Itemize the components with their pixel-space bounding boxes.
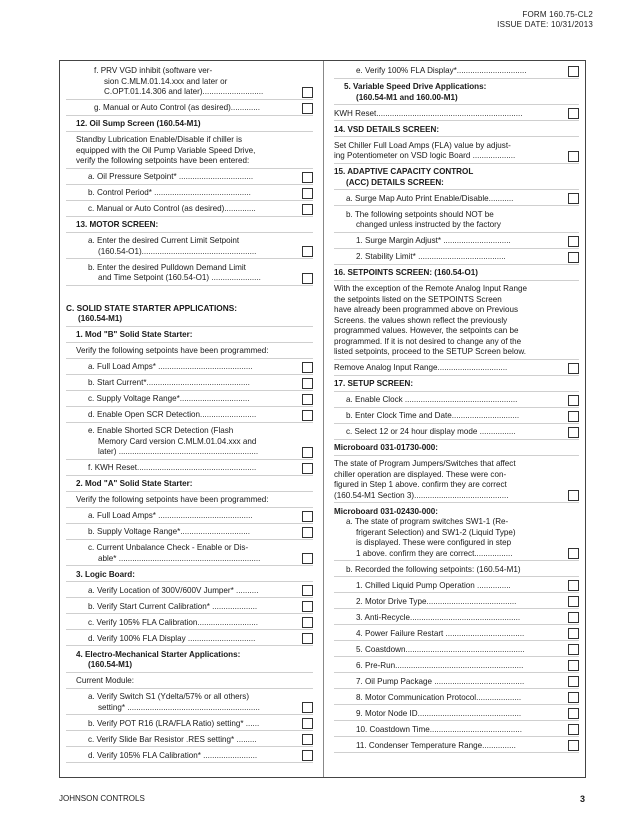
item-label: 1. Chilled Liquid Pump Operation ............... [356, 580, 511, 590]
item-label: c. Supply Voltage Range*............................... [88, 394, 250, 403]
checkbox[interactable] [568, 708, 579, 719]
checklist-text [334, 528, 579, 539]
checklist-text [66, 437, 313, 448]
item-label: b. The following setpoints should NOT be [346, 209, 494, 219]
checkbox[interactable] [568, 236, 579, 247]
item-label: changed unless instructed by the factory [356, 220, 501, 229]
checklist-text [334, 167, 579, 178]
item-label: a. Oil Pressure Setpoint* ................................. [88, 172, 254, 181]
checklist-text [334, 125, 579, 138]
item-label: d. Enable Open SCR Detection......................... [88, 410, 257, 419]
checklist-item [334, 411, 579, 424]
checklist-text [66, 146, 313, 157]
item-label: Microboard 031-02430-000: [334, 506, 438, 516]
checklist-item [334, 597, 579, 610]
left-column [66, 66, 313, 767]
checkbox[interactable] [302, 718, 313, 729]
item-label: a. The state of program switches SW1-1 (Re- [346, 517, 509, 526]
item-label: 11. Condenser Temperature Range............... [356, 740, 516, 750]
item-label: a. Verify Location of 300V/600V Jumper* .......... [88, 585, 259, 595]
checklist-item [334, 109, 579, 122]
item-label: Microboard 031-01730-000: [334, 443, 438, 452]
checklist-text [334, 220, 579, 233]
checklist-text [334, 178, 579, 191]
checklist-text [334, 379, 579, 392]
checklist-item [334, 693, 579, 706]
checklist-text [66, 314, 313, 327]
checklist-item [66, 703, 313, 716]
item-label: listed setpoints, proceed to the SETUP Screen below. [334, 347, 526, 356]
checkbox[interactable] [302, 410, 313, 421]
item-label: b. Verify POT R16 (LRA/FLA Ratio) setting* ...... [88, 718, 260, 728]
checklist-item [66, 751, 313, 764]
item-label: frigerant Selection) and SW1-2 (Liquid Type) [356, 527, 516, 537]
checklist-text [66, 495, 313, 508]
checkbox[interactable] [568, 612, 579, 623]
checklist-item [66, 634, 313, 647]
checklist-text [66, 676, 313, 689]
checklist-item [334, 236, 579, 249]
checklist-item [66, 447, 313, 460]
checkbox[interactable] [568, 427, 579, 438]
checklist-item [334, 629, 579, 642]
checklist-text [334, 538, 579, 549]
checkbox[interactable] [302, 362, 313, 373]
checkbox[interactable] [302, 585, 313, 596]
item-label: 17. SETUP SCREEN: [334, 379, 414, 388]
checklist-text [334, 507, 579, 518]
checkbox[interactable] [568, 644, 579, 655]
item-label: c. Current Unbalance Check - Enable or Dis- [88, 543, 249, 552]
checklist-text [66, 650, 313, 661]
checklist-item [334, 661, 579, 674]
item-label: a. Verify Switch S1 (Ydelta/57% or all others) [88, 692, 250, 701]
item-label: 2. Motor Drive Type........................................ [356, 596, 517, 606]
item-label: (160.54-O1)................................................... [98, 246, 257, 256]
checklist-item [334, 151, 579, 164]
checkbox[interactable] [302, 447, 313, 458]
item-label: 1 above. confirm they are correct................. [356, 548, 513, 558]
item-label: 8. Motor Communication Protocol.................... [356, 692, 522, 702]
checklist-text [66, 543, 313, 554]
checklist-text [334, 305, 579, 316]
checklist-item [66, 273, 313, 286]
spacer [66, 289, 313, 303]
checkbox[interactable] [568, 363, 579, 374]
checklist-item [66, 172, 313, 185]
checklist-item [334, 395, 579, 408]
item-label: Verify the following setpoints have been programmed: [76, 346, 269, 355]
checklist-item [334, 252, 579, 265]
item-label: c. Verify 105% FLA Calibration........................... [88, 617, 259, 627]
checklist-text [66, 660, 313, 673]
item-label: (160.54-M1) [88, 660, 133, 669]
item-label: b. Start Current*.............................................. [88, 378, 250, 387]
item-label: (160.54-M1 and 160.00-M1) [356, 92, 458, 102]
item-label: later) .............................................................. [98, 447, 259, 456]
checkbox[interactable] [568, 193, 579, 204]
checklist-item [66, 586, 313, 599]
item-label: b. Enter the desired Pulldown Demand Limit [88, 262, 246, 272]
item-label: sion C.MLM.01.14.xxx and later or [104, 76, 228, 86]
checklist-item [334, 363, 579, 376]
checklist-text [334, 295, 579, 306]
checklist-item [334, 491, 579, 504]
checkbox[interactable] [568, 548, 579, 559]
checkbox[interactable] [568, 660, 579, 671]
checklist-text [66, 692, 313, 703]
checklist-text [66, 426, 313, 437]
checklist-item [334, 677, 579, 690]
checklist-item [66, 87, 313, 100]
item-label: (ACC) DETAILS SCREEN: [346, 177, 444, 187]
item-label: 2. Stability Limit* ....................................... [356, 252, 506, 261]
item-label: 1. Mod "B" Solid State Starter: [76, 330, 193, 339]
checklist-text [334, 443, 579, 456]
item-label: programmed values. However, the setpoints can be [334, 326, 519, 335]
form-number: FORM 160.75-CL2 [522, 10, 593, 19]
item-label: 1. Surge Margin Adjust* .............................. [356, 236, 511, 245]
item-label: f. KWH Reset..................................................... [88, 463, 257, 472]
item-label: ing Potentiometer on VSD logic Board ................... [334, 151, 516, 160]
item-label: 5. Coastdown..................................................... [356, 644, 525, 654]
checklist-item [66, 378, 313, 391]
checklist-text [66, 236, 313, 247]
checklist-text [66, 346, 313, 359]
page-header [497, 10, 593, 30]
item-label: 15. ADAPTIVE CAPACITY CONTROL [334, 167, 474, 176]
checklist-frame [59, 60, 586, 778]
checkbox[interactable] [568, 395, 579, 406]
item-label: b. Control Period* ........................................... [88, 188, 251, 197]
issue-date: ISSUE DATE: 10/31/2013 [497, 20, 593, 29]
item-label: Current Module: [76, 676, 135, 685]
checkbox[interactable] [302, 394, 313, 405]
item-label: Set Chiller Full Load Amps (FLA) value by adjust- [334, 140, 511, 150]
checklist-text [334, 347, 579, 360]
checklist-item [66, 618, 313, 631]
item-label: able* ............................................................... [98, 553, 261, 563]
item-label: 4. Electro-Mechanical Starter Applications: [76, 649, 241, 659]
checklist-text [334, 284, 579, 295]
checklist-item [66, 247, 313, 260]
item-label: 16. SETPOINTS SCREEN: (160.54-O1) [334, 268, 478, 277]
checklist-text [66, 119, 313, 132]
checklist-text [66, 479, 313, 492]
item-label: Standby Lubrication Enable/Disable if chiller is [76, 135, 243, 144]
item-label: (160.54-M1) [78, 314, 123, 323]
checklist-text [334, 210, 579, 221]
checklist-item [66, 103, 313, 116]
item-label: 6. Pre-Run......................................................... [356, 660, 524, 670]
checklist-item [66, 463, 313, 476]
checklist-text [334, 268, 579, 281]
checklist-text [334, 141, 579, 152]
item-label: setting* ........................................................... [98, 702, 260, 712]
checklist-item [334, 741, 579, 754]
item-label: a. Full Load Amps* .......................................... [88, 362, 253, 371]
item-label: figured in Step 1 above. confirm they are correct [334, 480, 507, 489]
checklist-item [66, 527, 313, 540]
checklist-text [334, 82, 579, 93]
item-label: and Time Setpoint (160.54-O1) ...................... [98, 273, 261, 282]
checkbox[interactable] [302, 463, 313, 474]
checkbox[interactable] [568, 151, 579, 162]
checkbox[interactable] [302, 601, 313, 612]
item-label: b. Recorded the following setpoints: (160.54-M1) [346, 564, 521, 574]
checklist-text [66, 135, 313, 146]
checkbox[interactable] [568, 252, 579, 263]
checkbox[interactable] [302, 511, 313, 522]
item-label: programmed. If it is not desired to change any of the [334, 336, 522, 346]
checklist-text [334, 517, 579, 528]
checkbox[interactable] [568, 692, 579, 703]
footer-company: JOHNSON CONTROLS [59, 794, 145, 803]
checklist-item [334, 581, 579, 594]
item-label: f. PRV VGD inhibit (software ver- [94, 66, 213, 75]
item-label: C.OPT.01.14.306 and later)........................... [104, 87, 264, 96]
item-label: e. Verify 100% FLA Display*............................... [356, 66, 527, 75]
checklist-text [334, 565, 579, 578]
item-label: b. Supply Voltage Range*............................... [88, 527, 250, 536]
item-label: With the exception of the Remote Analog Input Range [334, 284, 528, 293]
checkbox[interactable] [302, 246, 313, 257]
item-label: c. Manual or Auto Control (as desired).............. [88, 204, 256, 213]
checklist-item [334, 725, 579, 738]
item-label: d. Verify 100% FLA Display .............................. [88, 633, 256, 643]
checklist-item [334, 194, 579, 207]
checklist-item [66, 602, 313, 615]
item-label: 3. Logic Board: [76, 569, 135, 579]
checklist-item [66, 554, 313, 567]
item-label: have already been programmed above on Previous [334, 305, 519, 314]
item-label: a. Full Load Amps* .......................................... [88, 511, 253, 520]
item-label: Memory Card version C.MLM.01.04.xxx and [98, 436, 257, 446]
checkbox[interactable] [568, 580, 579, 591]
item-label: 5. Variable Speed Drive Applications: [344, 82, 487, 91]
checklist-item [66, 188, 313, 201]
item-label: 10. Coastdown Time......................................... [356, 724, 522, 734]
item-label: a. Surge Map Auto Print Enable/Disable........... [346, 193, 514, 203]
item-label: c. Select 12 or 24 hour display mode ................ [346, 427, 516, 436]
checkbox[interactable] [568, 628, 579, 639]
item-label: (160.54-M1 Section 3).......................................... [334, 490, 509, 500]
right-column [334, 66, 579, 757]
item-label: 4. Power Failure Restart ................................... [356, 628, 525, 638]
item-label: Screens. the values shown reflect the previously [334, 315, 508, 325]
checklist-text [334, 480, 579, 491]
checklist-item [66, 362, 313, 375]
item-label: b. Enter Clock Time and Date.............................. [346, 411, 520, 420]
checklist-item [66, 394, 313, 407]
checklist-item [334, 645, 579, 658]
checkbox[interactable] [302, 617, 313, 628]
item-label: 3. Anti-Recycle................................................. [356, 612, 521, 622]
checkbox[interactable] [568, 108, 579, 119]
checklist-item [334, 427, 579, 440]
item-label: g. Manual or Auto Control (as desired)............. [94, 103, 260, 112]
checkbox[interactable] [302, 702, 313, 713]
item-label: KWH Reset................................................................. [334, 108, 523, 118]
item-label: 7. Oil Pump Package ........................................ [356, 676, 525, 686]
page-number: 3 [579, 794, 585, 804]
checkbox[interactable] [302, 378, 313, 389]
item-label: Verify the following setpoints have been programmed: [76, 495, 269, 504]
checklist-item [66, 511, 313, 524]
checklist-item [334, 549, 579, 562]
checkbox[interactable] [302, 103, 313, 114]
checkbox[interactable] [568, 411, 579, 422]
checkbox[interactable] [302, 204, 313, 215]
item-label: a. Enable Clock .................................................. [346, 395, 518, 404]
checklist-item [66, 204, 313, 217]
checklist-item [66, 719, 313, 732]
checklist-text [66, 156, 313, 169]
checklist-text [334, 316, 579, 327]
item-label: 13. MOTOR SCREEN: [76, 220, 159, 229]
checkbox[interactable] [568, 490, 579, 501]
checkbox[interactable] [302, 750, 313, 761]
item-label: e. Enable Shorted SCR Detection (Flash [88, 426, 234, 435]
item-label: is displayed. These were configured in step [356, 538, 512, 547]
checklist-text [66, 303, 313, 314]
checkbox[interactable] [302, 633, 313, 644]
checklist-item [334, 66, 579, 79]
checklist-text [334, 326, 579, 337]
checkbox[interactable] [302, 527, 313, 538]
checklist-text [334, 470, 579, 481]
checklist-text [334, 459, 579, 470]
checkbox[interactable] [302, 553, 313, 564]
checkbox[interactable] [302, 273, 313, 284]
item-label: The state of Program Jumpers/Switches that affect [334, 459, 516, 468]
item-label: 9. Motor Node ID.............................................. [356, 708, 522, 718]
checkbox[interactable] [302, 734, 313, 745]
item-label: Remove Analog Input Range............................... [334, 363, 508, 372]
item-label: 14. VSD DETAILS SCREEN: [334, 124, 440, 134]
checklist-item [334, 613, 579, 626]
checklist-item [66, 410, 313, 423]
checklist-item [66, 735, 313, 748]
checklist-text [66, 263, 313, 274]
item-label: C. SOLID STATE STARTER APPLICATIONS: [66, 303, 238, 313]
checkbox[interactable] [568, 740, 579, 751]
item-label: a. Enter the desired Current Limit Setpoint [88, 236, 240, 245]
checklist-item [334, 709, 579, 722]
item-label: chiller operation are displayed. These were con- [334, 469, 507, 479]
item-label: b. Verify Start Current Calibration* .................... [88, 601, 258, 611]
checklist-text [66, 570, 313, 583]
item-label: c. Verify Slide Bar Resistor .RES setting* ......... [88, 734, 257, 744]
checkbox[interactable] [568, 596, 579, 607]
item-label: the setpoints listed on the SETPOINTS Screen [334, 294, 502, 304]
checkbox[interactable] [302, 188, 313, 199]
checkbox[interactable] [568, 66, 579, 77]
item-label: 12. Oil Sump Screen (160.54-M1) [76, 119, 201, 128]
checkbox[interactable] [568, 724, 579, 735]
checklist-text [66, 220, 313, 233]
item-label: equipped with the Oil Pump Variable Speed Drive, [76, 145, 256, 155]
item-label: 2. Mod "A" Solid State Starter: [76, 479, 193, 488]
checklist-text [66, 66, 313, 77]
checklist-text [66, 77, 313, 88]
item-label: d. Verify 105% FLA Calibration* ........................ [88, 750, 258, 760]
checklist-text [66, 330, 313, 343]
column-divider [323, 61, 324, 777]
checkbox[interactable] [568, 676, 579, 687]
checklist-text [334, 337, 579, 348]
item-label: verify the following setpoints have been entered: [76, 156, 250, 165]
checkbox[interactable] [302, 87, 313, 98]
checkbox[interactable] [302, 172, 313, 183]
checklist-text [334, 93, 579, 106]
